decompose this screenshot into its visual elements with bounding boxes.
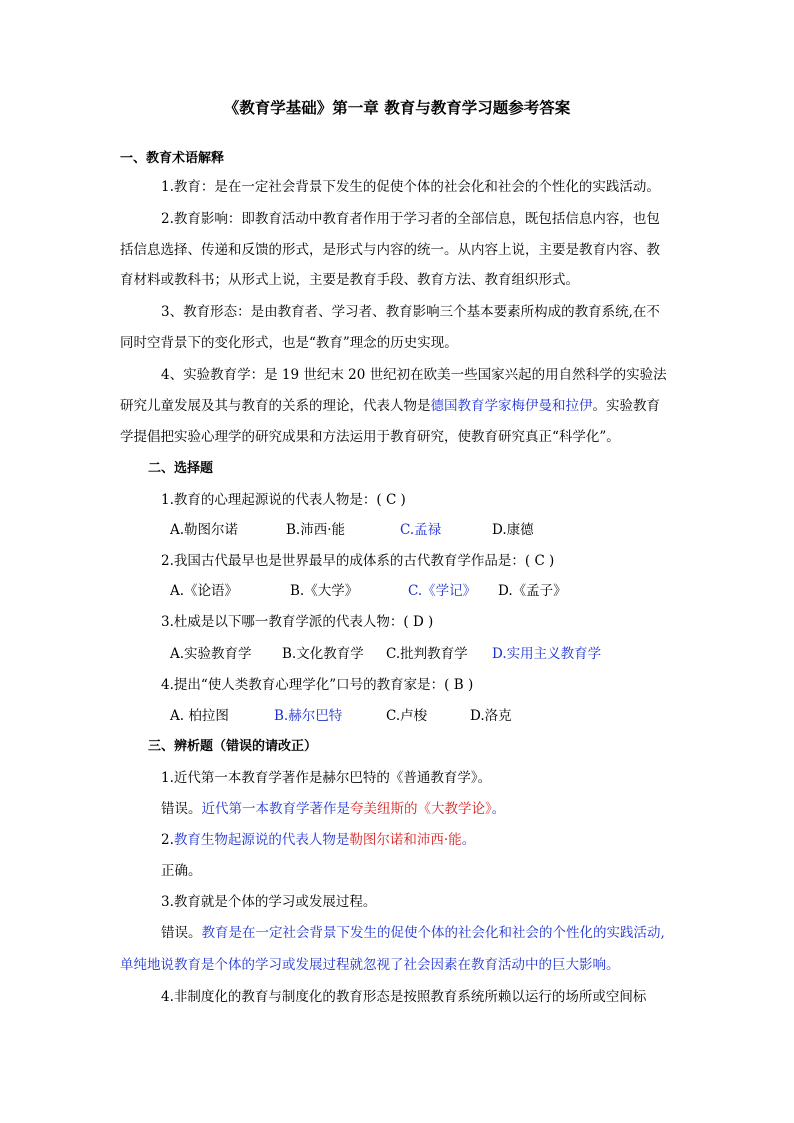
analysis-2-highlight: 勒图尔诺和沛西·能 [349,832,462,848]
question-1: 1.教育的心理起源说的代表人物是：( C ) [161,492,406,508]
page-title: 《教育学基础》第一章 教育与教育学习题参考答案 [223,99,571,117]
analysis-2-end: 。 [461,832,476,848]
q1-option-b: B.沛西·能 [286,522,346,538]
term-4-line-3: 学提倡把实验心理学的研究成果和方法运用于教育研究，使教育研究真正“科学化”。 [120,429,620,445]
question-2: 2.我国古代最早也是世界最早的成体系的古代教育学作品是：( C ) [161,553,555,569]
correction-text: 近代第一本教育学著作是 [201,801,350,817]
term-3-line-1: 3、教育形态：是由教育者、学习者、教育影响三个基本要素所构成的教育系统,在不 [161,304,660,320]
verdict: 错误。 [161,925,202,941]
q4-option-a: A. 柏拉图 [170,708,229,724]
term-4-highlight: 德国教育学家梅伊曼和拉伊 [430,398,593,414]
term-3-line-2: 同时空背景下的变化形式，也是“教育”理念的历史实现。 [120,335,458,351]
analysis-1: 1.近代第一本教育学著作是赫尔巴特的《普通教育学》。 [161,770,492,786]
section-heading-choice: 二、选择题 [148,461,214,476]
analysis-1-answer [161,800,505,818]
q3-option-d: D.实用主义教育学 [492,646,602,662]
correction-text: 教育是在一定社会背景下发生的促使个体的社会化和社会的个性化的实践活动, [201,925,665,941]
term-4-line-1: 4、实验教育学：是 19 世纪末 20 世纪初在欧美一些国家兴起的用自然科学的实验法 [161,367,667,383]
q2-option-c: C.《学记》 [408,583,477,599]
q4-option-b: B.赫尔巴特 [274,708,343,724]
term-1: 1.教育：是在一定社会背景下发生的促使个体的社会化和社会的个性化的实践活动。 [161,179,660,195]
q2-option-b: B.《大学》 [290,583,359,599]
question-3: 3.杜威是以下哪一教育学派的代表人物：( D ) [161,614,434,630]
term-2-line-1: 2.教育影响：即教育活动中教育者作用于学习者的全部信息，既包括信息内容，也包 [161,211,660,227]
q3-option-b: B.文化教育学 [282,646,364,662]
section-heading-terms: 一、教育术语解释 [120,151,225,166]
q2-option-a: A.《论语》 [170,583,239,599]
q1-option-d: D.康德 [492,522,534,538]
term-4-text-end: 。实验教育 [592,398,660,414]
q3-option-c: C.批判教育学 [386,646,468,662]
question-4: 4.提出“使人类教育心理学化”口号的教育家是：( B ) [161,677,474,693]
q2-option-d: D.《孟子》 [498,583,567,599]
verdict: 错误。 [161,801,202,817]
correction-end: 。 [491,801,506,817]
q4-option-d: D.洛克 [470,708,512,724]
q3-option-a: A.实验教育学 [170,646,252,662]
term-4-line-2 [120,397,660,415]
analysis-4: 4.非制度化的教育与制度化的教育形态是按照教育系统所赖以运行的场所或空间标 [161,989,647,1005]
analysis-2 [161,831,475,849]
q4-option-c: C.卢梭 [386,708,428,724]
analysis-2-answer: 正确。 [161,863,202,879]
term-4-text: 研究儿童发展及其与教育的关系的理论，代表人物是 [120,398,431,414]
analysis-2-number: 2. [161,832,174,848]
term-2-line-2: 括信息选择、传递和反馈的形式，是形式与内容的统一。从内容上说，主要是教育内容、教 [120,242,660,258]
term-2-line-3: 育材料或教科书；从形式上说，主要是教育手段、教育方法、教育组织形式。 [120,272,579,288]
q1-option-c: C.孟禄 [400,522,442,538]
analysis-3-answer-line-1 [161,924,665,942]
analysis-2-text: 教育生物起源说的代表人物是 [173,832,350,848]
analysis-3-answer-line-2: 单纯地说教育是个体的学习或发展过程就忽视了社会因素在教育活动中的巨大影响。 [120,957,620,973]
analysis-3: 3.教育就是个体的学习或发展过程。 [161,894,377,910]
q1-option-a: A.勒图尔诺 [170,522,239,538]
section-heading-analysis: 三、辨析题（错误的请改正） [148,739,318,754]
correction-highlight: 夸美纽斯的《大教学论》 [350,801,492,817]
